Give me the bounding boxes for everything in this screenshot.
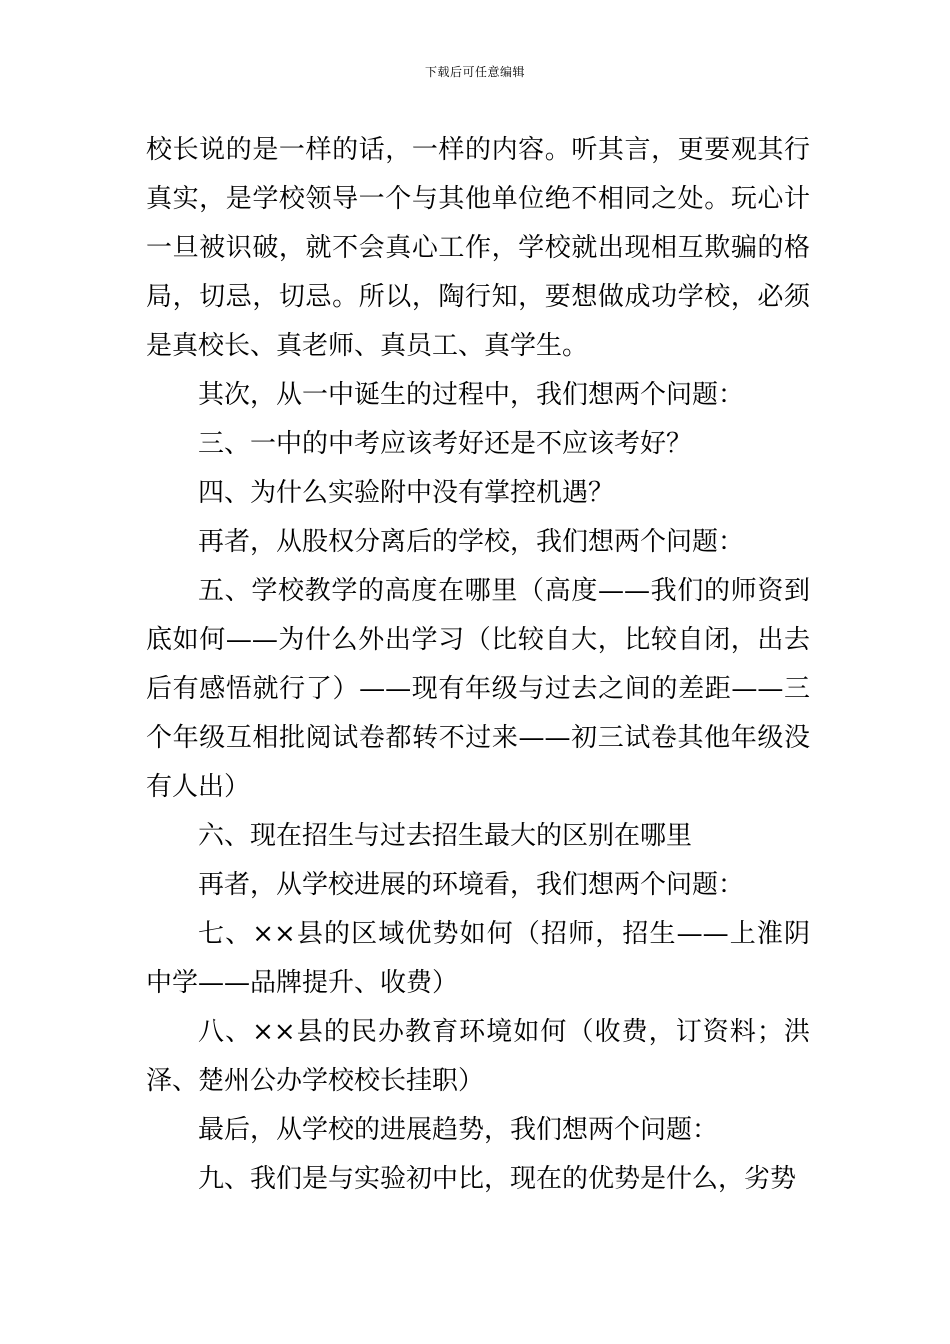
paragraph-question-7: 七、××县的区域优势如何（招师，招生——上淮阴中学——品牌提升、收费） — [146, 919, 810, 998]
document-body — [146, 126, 810, 1204]
paragraph-question-6: 六、现在招生与过去招生最大的区别在哪里 — [198, 821, 693, 851]
paragraph-secondly: 其次，从一中诞生的过程中，我们想两个问题： — [198, 380, 745, 410]
paragraph-question-8: 八、××县的民办教育环境如何（收费，订资料；洪泽、楚州公办学校校长挂职） — [146, 1017, 810, 1096]
paragraph-question-5: 五、学校教学的高度在哪里（高度——我们的师资到底如何——为什么外出学习（比较自大，比较自闭，出去后有感悟就行了）——现有年级与过去之间的差距——三个年级互相批阅试卷都转不过来——初三试卷其他年级没有人出） — [146, 576, 810, 802]
paragraph-question-9: 九、我们是与实验初中比，现在的优势是什么，劣势 — [198, 1164, 797, 1194]
paragraph-finally: 最后，从学校的进展趋势，我们想两个问题： — [198, 1115, 719, 1145]
paragraph-furthermore-1: 再者，从股权分离后的学校，我们想两个问题： — [198, 527, 745, 557]
paragraph-furthermore-2: 再者，从学校进展的环境看，我们想两个问题： — [198, 870, 745, 900]
paragraph-question-3: 三、一中的中考应该考好还是不应该考好？ — [198, 429, 693, 459]
paragraph-continuation: 校长说的是一样的话，一样的内容。听其言，更要观其行真实，是学校领导一个与其他单位绝不相同之处。玩心计一旦被识破，就不会真心工作，学校就出现相互欺骗的格局，切忌，切忌。所以，陶行知，要想做成功学校，必须是真校长、真老师、真员工、真学生。 — [146, 135, 810, 361]
paragraph-question-4: 四、为什么实验附中没有掌控机遇？ — [198, 478, 615, 508]
page-header: 下载后可任意编辑 — [424, 65, 525, 79]
